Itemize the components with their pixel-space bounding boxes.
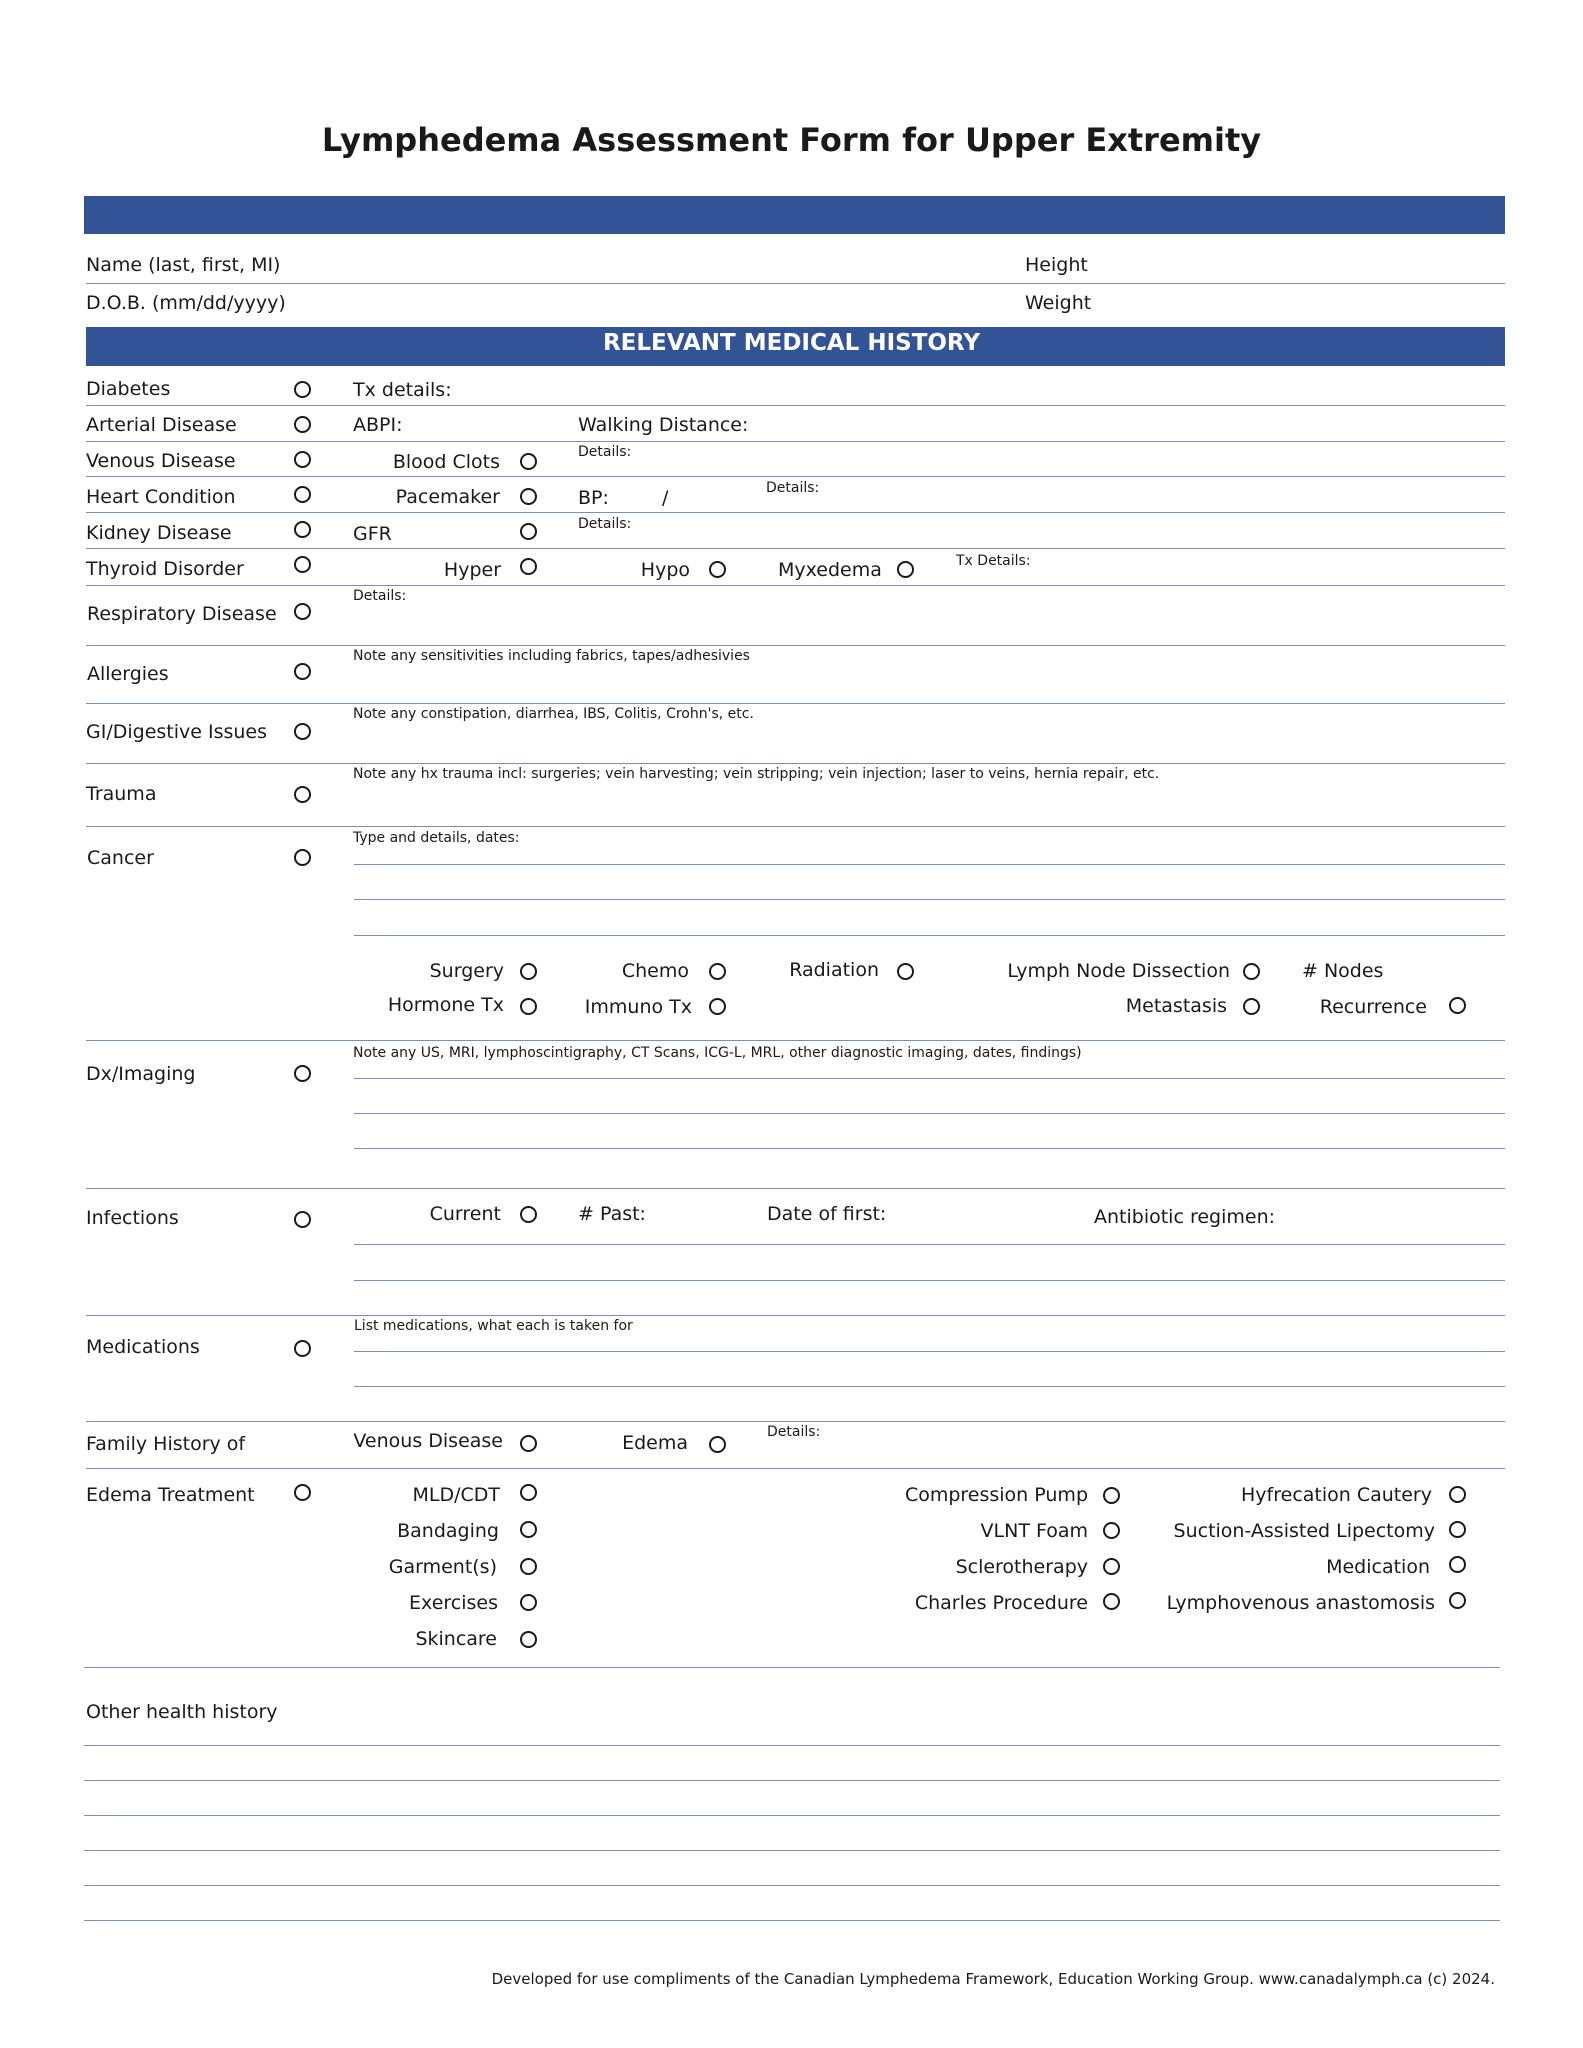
other-line-4[interactable] [84, 1850, 1500, 1851]
hormone-radio[interactable] [520, 998, 537, 1015]
other-line-1[interactable] [84, 1745, 1500, 1746]
row-divider [86, 476, 1505, 477]
past-label: # Past: [578, 1203, 646, 1225]
allergies-note: Note any sensitivities including fabrics, tapes/adhesivies [353, 648, 750, 664]
mld-label: MLD/CDT [412, 1484, 500, 1506]
edema-tx-radio[interactable] [294, 1484, 311, 1501]
row-divider [86, 548, 1505, 549]
medication-label: Medication [1326, 1556, 1430, 1578]
name-label: Name (last, first, MI) [86, 254, 281, 276]
family-venous-label: Venous Disease [353, 1430, 503, 1452]
cancer-line-2[interactable] [354, 899, 1505, 900]
cancer-radio[interactable] [294, 849, 311, 866]
hyper-label: Hyper [443, 559, 501, 581]
dx-line-2[interactable] [354, 1113, 1505, 1114]
edema-label: Edema [622, 1432, 688, 1454]
form-title: Lymphedema Assessment Form for Upper Extremity [321, 121, 1262, 159]
gi-radio[interactable] [294, 723, 311, 740]
footer-credit: Developed for use compliments of the Canadian Lymphedema Framework, Education Working Group. www.canadalymph.ca (c) 2024. [491, 1970, 1495, 1988]
sal-label: Suction-Assisted Lipectomy [1173, 1520, 1435, 1542]
respiratory-radio[interactable] [294, 603, 311, 620]
section-title: RELEVANT MEDICAL HISTORY [602, 330, 981, 356]
med-line-1[interactable] [354, 1351, 1505, 1352]
respiratory-label: Respiratory Disease [87, 603, 277, 625]
hypo-radio[interactable] [709, 561, 726, 578]
lymph-node-dissection-label: Lymph Node Dissection [1007, 960, 1230, 982]
weight-label: Weight [1025, 292, 1092, 314]
medications-radio[interactable] [294, 1340, 311, 1357]
gi-note: Note any constipation, diarrhea, IBS, Colitis, Crohn's, etc. [353, 706, 754, 722]
cancer-note: Type and details, dates: [353, 830, 520, 846]
other-line-5[interactable] [84, 1885, 1500, 1886]
chemo-radio[interactable] [709, 963, 726, 980]
lva-radio[interactable] [1449, 1592, 1466, 1609]
diabetes-radio[interactable] [294, 381, 311, 398]
family-venous-radio[interactable] [520, 1435, 537, 1452]
lymph-node-dissection-radio[interactable] [1243, 963, 1260, 980]
row-divider [86, 1040, 1505, 1041]
bp-slash: / [662, 487, 669, 509]
metastasis-radio[interactable] [1243, 998, 1260, 1015]
mld-radio[interactable] [520, 1484, 537, 1501]
thyroid-label: Thyroid Disorder [86, 558, 244, 580]
radiation-label: Radiation [789, 959, 879, 981]
blood-clots-radio[interactable] [520, 453, 537, 470]
hyfrecation-label: Hyfrecation Cautery [1241, 1484, 1432, 1506]
abpi-label: ABPI: [353, 414, 403, 436]
hyper-radio[interactable] [520, 558, 537, 575]
dx-label: Dx/Imaging [86, 1063, 196, 1085]
gfr-label: GFR [353, 523, 392, 545]
thyroid-tx-details-label: Tx Details: [956, 553, 1031, 569]
edema-radio[interactable] [709, 1436, 726, 1453]
row-divider [86, 645, 1505, 646]
row-divider [86, 441, 1505, 442]
sclerotherapy-label: Sclerotherapy [955, 1556, 1088, 1578]
compression-pump-label: Compression Pump [904, 1484, 1088, 1506]
header-bar [84, 196, 1505, 234]
med-line-2[interactable] [354, 1386, 1505, 1387]
other-line-3[interactable] [84, 1815, 1500, 1816]
skincare-radio[interactable] [520, 1631, 537, 1648]
row-divider [84, 1667, 1500, 1668]
venous-label: Venous Disease [86, 450, 236, 472]
immuno-label: Immuno Tx [584, 996, 692, 1018]
garments-radio[interactable] [520, 1558, 537, 1575]
bp-label: BP: [578, 487, 609, 509]
blood-clots-label: Blood Clots [392, 451, 500, 473]
vlnt-label: VLNT Foam [980, 1520, 1088, 1542]
other-line-2[interactable] [84, 1780, 1500, 1781]
lva-label: Lymphovenous anastomosis [1166, 1592, 1435, 1614]
trauma-note: Note any hx trauma incl: surgeries; vein harvesting; vein stripping; vein injection; laser to veins, hernia repair, etc. [353, 766, 1160, 782]
thyroid-radio[interactable] [294, 556, 311, 573]
row-divider [86, 1188, 1505, 1189]
row-divider [86, 1315, 1505, 1316]
tx-details-label: Tx details: [353, 379, 452, 401]
name-field[interactable] [86, 283, 1505, 284]
edema-tx-label: Edema Treatment [86, 1484, 255, 1506]
diabetes-label: Diabetes [86, 378, 171, 400]
hormone-label: Hormone Tx [387, 994, 504, 1016]
row-divider [86, 512, 1505, 513]
recurrence-radio[interactable] [1449, 997, 1466, 1014]
kidney-radio[interactable] [294, 521, 311, 538]
row-divider [86, 585, 1505, 586]
myxedema-radio[interactable] [897, 561, 914, 578]
dx-line-1[interactable] [354, 1078, 1505, 1079]
gfr-radio[interactable] [520, 523, 537, 540]
pacemaker-radio[interactable] [520, 488, 537, 505]
infections-radio[interactable] [294, 1211, 311, 1228]
family-label: Family History of [86, 1433, 246, 1455]
dob-label: D.O.B. (mm/dd/yyyy) [86, 292, 286, 314]
heart-radio[interactable] [294, 486, 311, 503]
cancer-line-3[interactable] [354, 935, 1505, 936]
vlnt-radio[interactable] [1103, 1522, 1120, 1539]
recurrence-label: Recurrence [1319, 996, 1427, 1018]
venous-details-label: Details: [578, 444, 632, 460]
skincare-label: Skincare [415, 1628, 497, 1650]
other-history-label: Other health history [86, 1701, 278, 1723]
row-divider [86, 826, 1505, 827]
infections-line-2[interactable] [354, 1280, 1505, 1281]
hypo-label: Hypo [640, 559, 690, 581]
allergies-label: Allergies [87, 663, 169, 685]
dx-radio[interactable] [294, 1065, 311, 1082]
cancer-line-1[interactable] [354, 864, 1505, 865]
charles-label: Charles Procedure [914, 1592, 1088, 1614]
nodes-label: # Nodes [1302, 960, 1384, 982]
exercises-radio[interactable] [520, 1594, 537, 1611]
row-divider [86, 405, 1505, 406]
arterial-label: Arterial Disease [86, 414, 237, 436]
pacemaker-label: Pacemaker [395, 486, 500, 508]
kidney-label: Kidney Disease [86, 522, 232, 544]
trauma-radio[interactable] [294, 786, 311, 803]
row-divider [86, 1421, 1505, 1422]
trauma-label: Trauma [86, 783, 157, 805]
metastasis-label: Metastasis [1125, 995, 1227, 1017]
walking-distance-label: Walking Distance: [578, 414, 749, 436]
infections-line-1[interactable] [354, 1244, 1505, 1245]
medication-radio[interactable] [1449, 1556, 1466, 1573]
height-label: Height [1025, 254, 1088, 276]
sclerotherapy-radio[interactable] [1103, 1558, 1120, 1575]
arterial-radio[interactable] [294, 416, 311, 433]
current-label: Current [429, 1203, 501, 1225]
surgery-radio[interactable] [520, 963, 537, 980]
heart-label: Heart Condition [86, 486, 236, 508]
allergies-radio[interactable] [294, 663, 311, 680]
garments-label: Garment(s) [388, 1556, 497, 1578]
chemo-label: Chemo [621, 960, 689, 982]
med-note: List medications, what each is taken for [354, 1318, 633, 1334]
infections-label: Infections [86, 1207, 179, 1229]
heart-details-label: Details: [766, 480, 820, 496]
respiratory-details-label: Details: [353, 588, 407, 604]
gi-label: GI/Digestive Issues [86, 721, 268, 743]
family-details-label: Details: [767, 1424, 821, 1440]
row-divider [86, 1468, 1505, 1469]
cancer-label: Cancer [87, 847, 154, 869]
medications-label: Medications [86, 1336, 200, 1358]
venous-radio[interactable] [294, 451, 311, 468]
kidney-details-label: Details: [578, 516, 632, 532]
dx-note: Note any US, MRI, lymphoscintigraphy, CT Scans, ICG-L, MRL, other diagnostic imaging, dates, findings) [353, 1045, 1082, 1061]
myxedema-label: Myxedema [778, 559, 882, 581]
exercises-label: Exercises [409, 1592, 498, 1614]
dx-line-3[interactable] [354, 1148, 1505, 1149]
radiation-radio[interactable] [897, 963, 914, 980]
bandaging-label: Bandaging [397, 1520, 499, 1542]
current-radio[interactable] [520, 1206, 537, 1223]
hyfrecation-radio[interactable] [1449, 1486, 1466, 1503]
antibiotic-label: Antibiotic regimen: [1094, 1206, 1276, 1228]
charles-radio[interactable] [1103, 1593, 1120, 1610]
immuno-radio[interactable] [709, 998, 726, 1015]
bandaging-radio[interactable] [520, 1521, 537, 1538]
sal-radio[interactable] [1449, 1521, 1466, 1538]
row-divider [86, 763, 1505, 764]
date-first-label: Date of first: [767, 1203, 887, 1225]
other-line-6[interactable] [84, 1920, 1500, 1921]
surgery-label: Surgery [429, 960, 504, 982]
compression-pump-radio[interactable] [1103, 1487, 1120, 1504]
row-divider [86, 703, 1505, 704]
